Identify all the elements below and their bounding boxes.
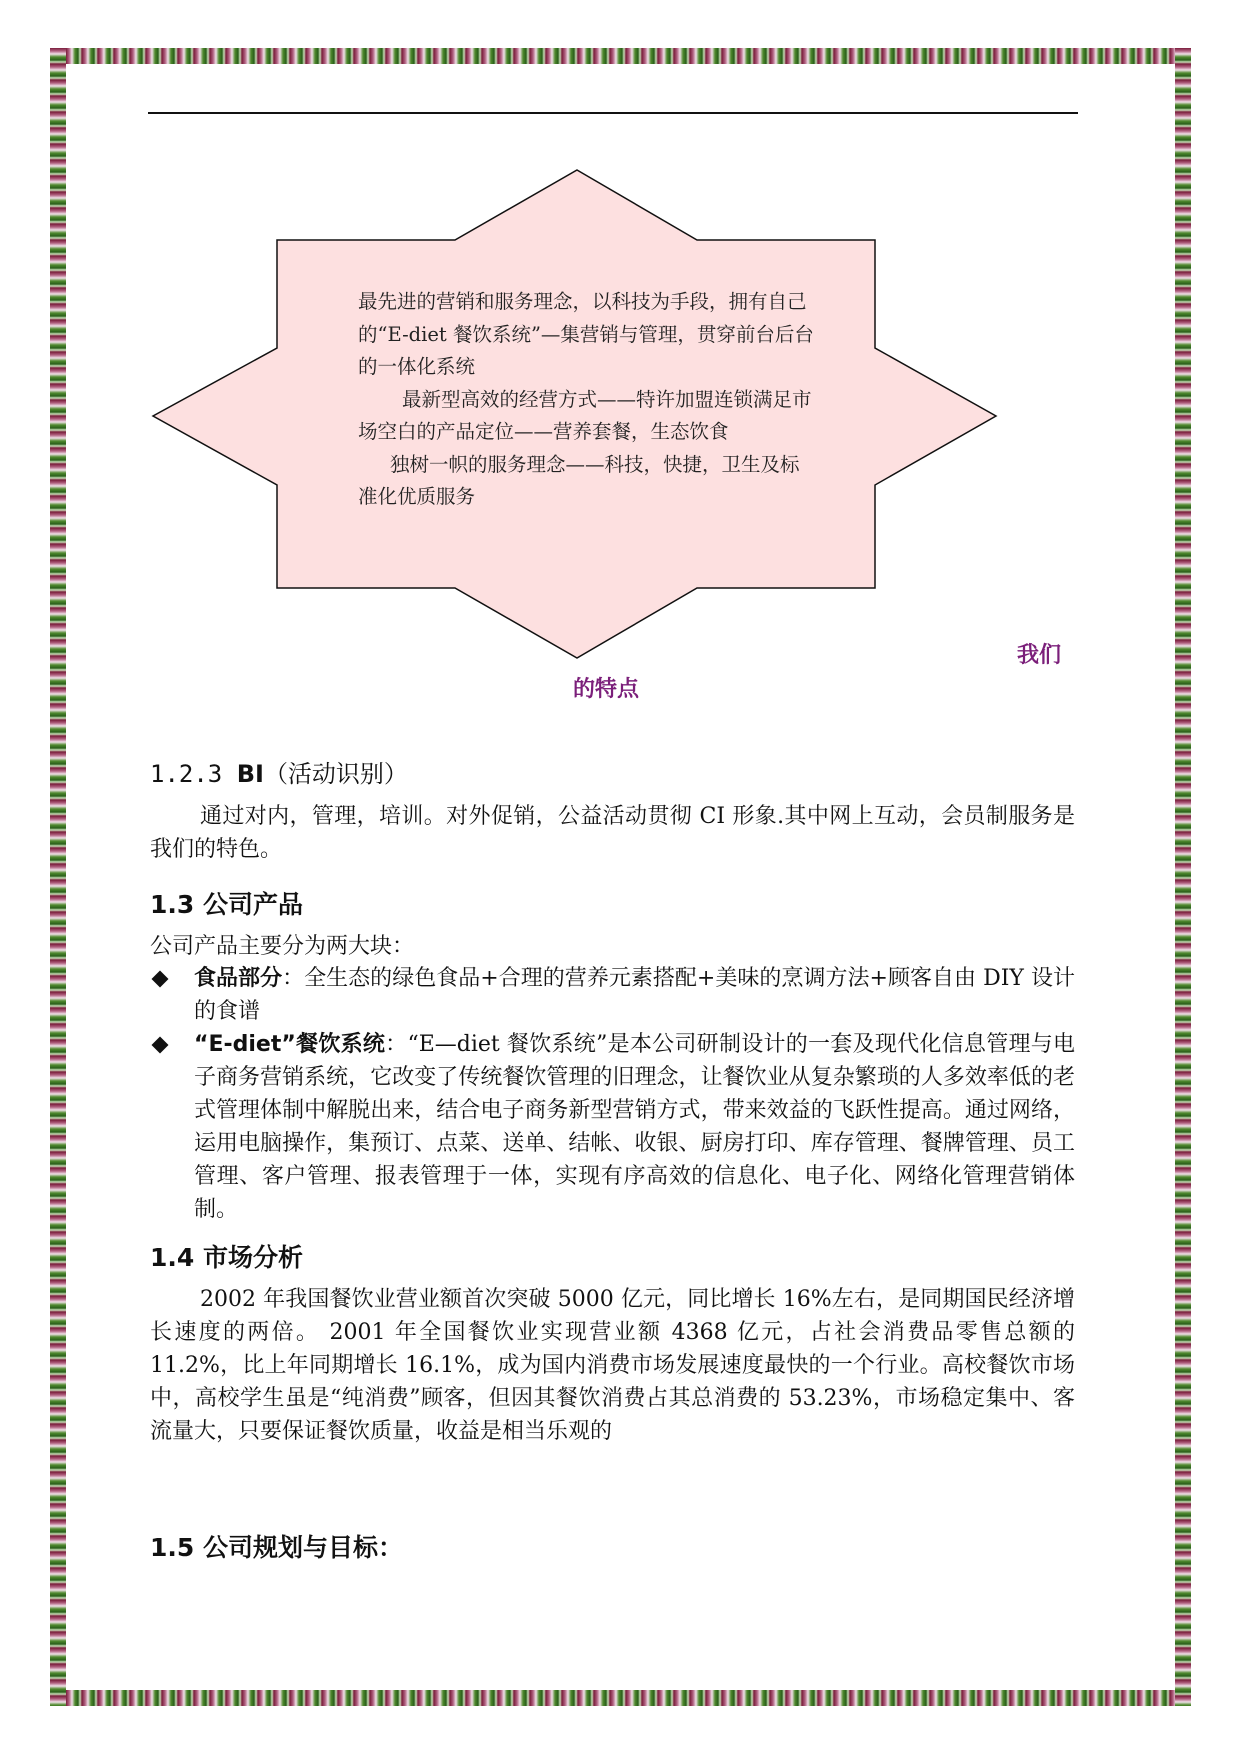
products-list (150, 962, 1075, 1226)
star-line-3: 独树一帜的服务理念——科技，快捷，卫生及标准化优质服务 (358, 452, 800, 508)
plan-heading: 1.5 公司规划与目标： (150, 1533, 403, 1562)
market-heading: 1.4 市场分析 (150, 1243, 303, 1272)
bullet-label: “E-diet”餐饮系统 (194, 1032, 386, 1057)
star-text (358, 286, 818, 514)
bi-bold: BI (236, 760, 264, 788)
bi-rest: （活动识别） (263, 760, 408, 788)
star-line-1: 最先进的营销和服务理念，以科技为手段，拥有自己的“E-diet 餐饮系统”—集营销与管理，贯穿前台后台的一体化系统 (358, 290, 814, 378)
bullet-label: 食品部分 (194, 966, 283, 991)
products-intro: 公司产品主要分为两大块： (150, 934, 415, 959)
page-border-right (1175, 48, 1191, 1706)
page-border-left (50, 48, 66, 1706)
diamond-bullet-icon (152, 971, 169, 988)
bullet-text: ：全生态的绿色食品+合理的营养元素搭配+美味的烹调方法+顾客自由 DIY 设计的食谱 (194, 966, 1075, 1024)
page-border-bottom (50, 1690, 1191, 1706)
market-paragraph: 2002 年我国餐饮业营业额首次突破 5000 亿元，同比增长 16%左右，是同期国民经济增长速度的两倍。 2001 年全国餐饮业实现营业额 4368 亿元，占社会消费品零售总额的 11.2%，比上年同期增长 16.1%，成为国内消费市场发展速度最快的一个行业。高校餐饮市场中，高校学生虽是“纯消费”顾客，但因其餐饮消费占其总消费的 53.23%，市场稳定集中、客流量大，只要保证餐饮质量，收益是相当乐观的 (150, 1287, 1075, 1444)
bi-paragraph: 通过对内，管理，培训。对外促销，公益活动贯彻 CI 形象.其中网上互动，会员制服务是我们的特色。 (150, 804, 1075, 862)
feature-star (150, 168, 1000, 668)
diamond-bullet-icon (152, 1037, 169, 1054)
bi-number: 1.2.3 (150, 760, 223, 788)
products-heading: 1.3 公司产品 (150, 890, 303, 919)
list-item (150, 1028, 1075, 1226)
page-border-top (50, 48, 1191, 64)
list-item (150, 962, 1075, 1028)
header-rule (148, 112, 1078, 114)
caption-part-2: 的特点 (573, 677, 640, 702)
bi-heading (150, 754, 1075, 789)
caption-part-1: 我们 (1017, 643, 1062, 668)
star-line-2: 最新型高效的经营方式——特许加盟连锁满足市场空白的产品定位——营养套餐，生态饮食 (358, 387, 812, 443)
bullet-text: ：“E—diet 餐饮系统”是本公司研制设计的一套及现代化信息管理与电子商务营销系统，它改变了传统餐饮管理的旧理念，让餐饮业从复杂繁琐的人多效率低的老式管理体制中解脱出来，结合电子商务新型营销方式，带来效益的飞跃性提高。通过网络，运用电脑操作，集预订、点菜、送单、结帐、收银、厨房打印、库存管理、餐牌管理、员工管理、客户管理、报表管理于一体，实现有序高效的信息化、电子化、网络化管理营销体制。 (194, 1032, 1076, 1222)
